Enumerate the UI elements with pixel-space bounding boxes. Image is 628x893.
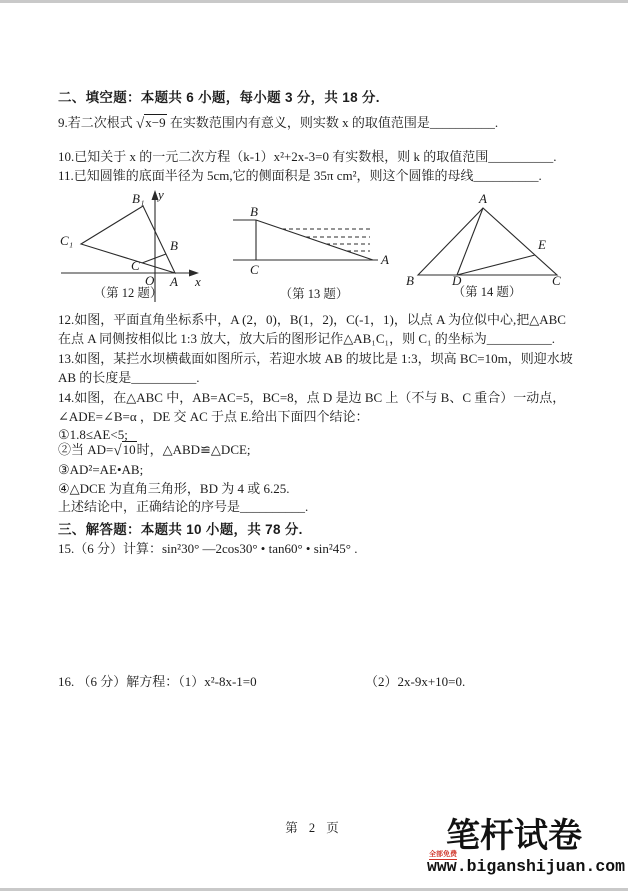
figure-12-label-a: A [170, 274, 178, 289]
sqrt-radical-icon: √ [113, 443, 122, 459]
question-14-line2: ∠ADE=∠B=α ，DE 交 AC 于点 E.给出下面四个结论： [58, 409, 369, 424]
question-12-line2: 在点 A 同侧按相似比 1:3 放大，放大后的图形记作△AB₁C₁，则 C₁ 的坐标为__________. [58, 331, 556, 346]
question-16 [58, 674, 572, 690]
page-bottom-edge [0, 888, 628, 891]
page-number: 第 2 页 [285, 821, 343, 835]
figure-13-label-a: A [381, 252, 389, 267]
question-14-item2-prefix: ②当 AD= [58, 442, 114, 457]
figure-12-label-o: O [145, 273, 155, 288]
question-14-item2-suffix: 时，△ABD≌△DCE; [136, 442, 251, 457]
figure-12-label-c: C [131, 258, 140, 273]
brand-tagline: 全部免费 [429, 851, 457, 858]
question-14-item1: ①1.8≤AE<5; [58, 427, 128, 442]
question-13-line2: AB 的长度是__________. [58, 370, 200, 385]
question-9-suffix: 在实数范围内有意义，则实数 x 的取值范围是__________. [169, 115, 499, 130]
question-9-radicand: x−9 [145, 115, 166, 130]
figure-13-caption: （第 13 题） [279, 287, 349, 301]
question-14-item3: ③AD²=AE•AB; [58, 462, 144, 477]
question-14-conclusion: 上述结论中，正确结论的序号是__________. [58, 499, 309, 514]
figure-14-label-a: A [479, 191, 487, 206]
question-12-line1: 12.如图，平面直角坐标系中，A (2，0)，B(1，2)，C(-1，1)，以点 A 为位似中心,把△ABC [58, 312, 566, 327]
page-top-edge [0, 0, 628, 3]
question-14-line1: 14.如图，在△ABC 中，AB=AC=5，BC=8，点 D 是边 BC 上（不与 B、C 重合）一动点， [58, 390, 566, 405]
question-9 [58, 115, 572, 132]
question-13-line1: 13.如图，某拦水坝横截面如图所示，若迎水坡 AB 的坡比是 1:3，坝高 BC=10m，则迎水坡 [58, 351, 573, 366]
question-16-part2: （2）2x-9x+10=0. [365, 674, 466, 689]
figure-12-caption: （第 12 题） [93, 286, 163, 300]
brand-logo-text: 笔杆试卷 [446, 817, 582, 855]
sqrt-radical-icon: √ [136, 116, 145, 132]
question-14-item2-radicand: 10 [122, 442, 136, 457]
figure-12-label-c1: C₁ [60, 233, 74, 248]
question-10: 10.已知关于 x 的一元二次方程（k-1）x²+2x-3=0 有实数根，则 k 的取值范围__________. [58, 149, 557, 164]
question-9-prefix: 9.若二次根式 [58, 115, 133, 130]
solve-section-heading: 三、解答题：本题共 10 小题，共 78 分. [58, 522, 303, 537]
figure-14-label-e: E [538, 237, 546, 252]
question-11: 11.已知圆锥的底面半径为 5cm,它的侧面积是 35π cm²，则这个圆锥的母线__________. [58, 168, 542, 183]
question-15: 15.（6 分）计算：sin²30° —2cos30° • tan60° • sin²45° . [58, 541, 358, 556]
figure-14-label-c: C [552, 273, 561, 288]
question-14-item2 [58, 442, 572, 459]
figure-14 [400, 191, 575, 303]
figure-14-caption: （第 14 题） [452, 285, 522, 299]
figure-13 [230, 191, 405, 303]
figure-13-label-c: C [250, 262, 259, 277]
question-14-item4: ④△DCE 为直角三角形，BD 为 4 或 6.25. [58, 481, 290, 496]
figure-12 [58, 189, 228, 305]
figure-13-label-b: B [250, 204, 258, 219]
figure-12-label-b1: B₁ [132, 191, 145, 206]
figure-14-label-b: B [406, 273, 414, 288]
question-16-part1: 16. （6 分）解方程：（1）x²-8x-1=0 [58, 674, 257, 689]
figure-12-label-y: y [158, 189, 164, 202]
figure-12-label-x: x [195, 274, 201, 289]
fill-in-section-heading: 二、填空题：本题共 6 小题，每小题 3 分，共 18 分. [58, 90, 380, 105]
figure-12-label-b: B [170, 238, 178, 253]
brand-url: www.biganshijuan.com [427, 857, 626, 876]
figure-14-label-d: D [452, 273, 462, 288]
